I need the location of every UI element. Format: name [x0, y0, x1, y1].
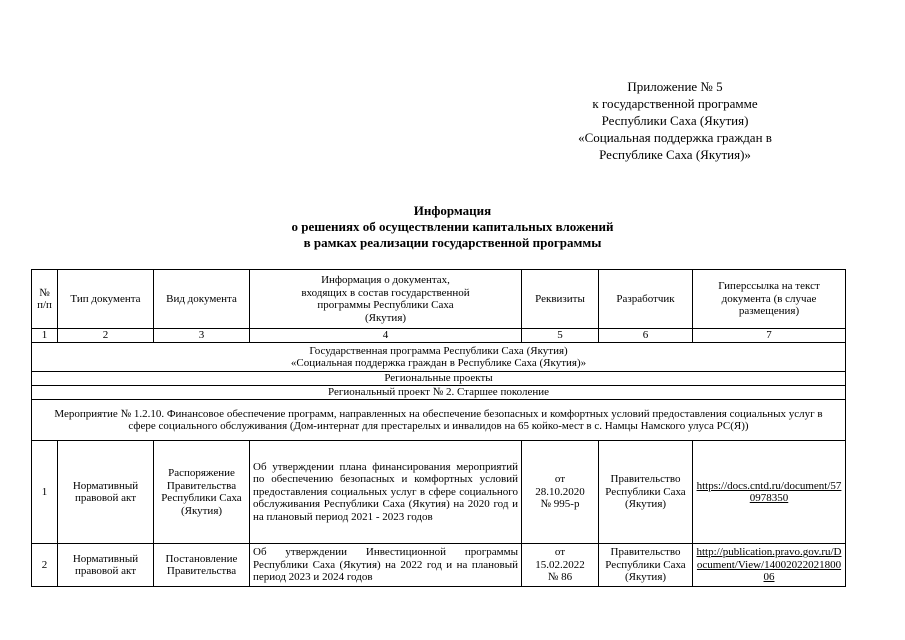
column-number: 2 [58, 329, 154, 343]
title-line: о решениях об осуществлении капитальных вложений [291, 219, 614, 234]
appendix-line: Республике Саха (Якутия)» [599, 147, 751, 162]
row-doc-type: Нормативный правовой акт [58, 441, 154, 544]
column-number: 3 [154, 329, 250, 343]
row-info: Об утверждении Инвестиционной программы Республики Саха (Якутия) на 2022 год и на плановый период 2023 и 2024 годов [250, 544, 522, 587]
row-link-cell [693, 441, 846, 544]
row-developer: Правительство Республики Саха (Якутия) [599, 441, 693, 544]
row-requisites: от 15.02.2022 № 86 [522, 544, 599, 587]
row-info: Об утверждении плана финансирования мероприятий по обеспечению безопасных и комфортных условий предоставления социальных услуг в сфере социального обслуживания Республики Саха (Якутия) на 2020 год и на плановый период 2021 - 2023 годов [250, 441, 522, 544]
column-number: 1 [32, 329, 58, 343]
program-cell [32, 343, 846, 372]
header-row [32, 270, 846, 329]
row-developer: Правительство Республики Саха (Якутия) [599, 544, 693, 587]
capital-investment-table [31, 269, 846, 587]
regional-projects-cell: Региональные проекты [32, 372, 846, 386]
row-num: 1 [32, 441, 58, 544]
column-number: 7 [693, 329, 846, 343]
document-link[interactable]: https://docs.cntd.ru/document/570978350 [696, 479, 842, 504]
row-num: 2 [32, 544, 58, 587]
program-row [32, 343, 846, 372]
header-developer: Разработчик [599, 270, 693, 329]
appendix-line: Республики Саха (Якутия) [601, 113, 749, 128]
column-number: 5 [522, 329, 599, 343]
appendix-line: к государственной программе [592, 96, 758, 111]
column-number: 4 [250, 329, 522, 343]
measure-row [32, 400, 846, 441]
header-doc-type: Тип документа [58, 270, 154, 329]
measure-cell: Мероприятие № 1.2.10. Финансовое обеспечение программ, направленных на обеспечение безопасных и комфортных условий предоставления социальных услуг в сфере социального обслуживания (Дом-интернат для престарелых и инвалидов на 65 койко-мест в с. Намцы Намского улуса РС(Я)) [32, 400, 846, 441]
header-doc-kind: Вид документа [154, 270, 250, 329]
row-doc-kind: Распоряжение Правительства Республики Саха (Якутия) [154, 441, 250, 544]
appendix-block [540, 78, 810, 163]
row-requisites: от 28.10.2020 № 995-р [522, 441, 599, 544]
regional-project-cell: Региональный проект № 2. Старшее поколение [32, 386, 846, 400]
document-title [0, 203, 905, 251]
regional-project-row [32, 386, 846, 400]
header-requisites: Реквизиты [522, 270, 599, 329]
regional-projects-row [32, 372, 846, 386]
document-link[interactable]: http://publication.pravo.gov.ru/Document/View/1400202202180006 [696, 546, 842, 584]
appendix-line: «Социальная поддержка граждан в [578, 130, 772, 145]
title-line: в рамках реализации государственной программы [303, 235, 602, 250]
column-number: 6 [599, 329, 693, 343]
appendix-line: Приложение № 5 [627, 79, 723, 94]
table-row [32, 441, 846, 544]
row-doc-type: Нормативный правовой акт [58, 544, 154, 587]
header-info: Информация о документах, входящих в состав государственной программы Республики Саха (Якутия) [250, 270, 522, 329]
header-num: № п/п [32, 270, 58, 329]
row-link-cell [693, 544, 846, 587]
program-line: «Социальная поддержка граждан в Республике Саха (Якутия)» [290, 357, 587, 369]
column-numbers-row [32, 329, 846, 343]
title-line: Информация [413, 203, 492, 218]
header-link: Гиперссылка на текст документа (в случае размещения) [693, 270, 846, 329]
row-doc-kind: Постановление Правительства [154, 544, 250, 587]
table-row [32, 544, 846, 587]
program-line: Государственная программа Республики Саха (Якутия) [309, 344, 568, 357]
